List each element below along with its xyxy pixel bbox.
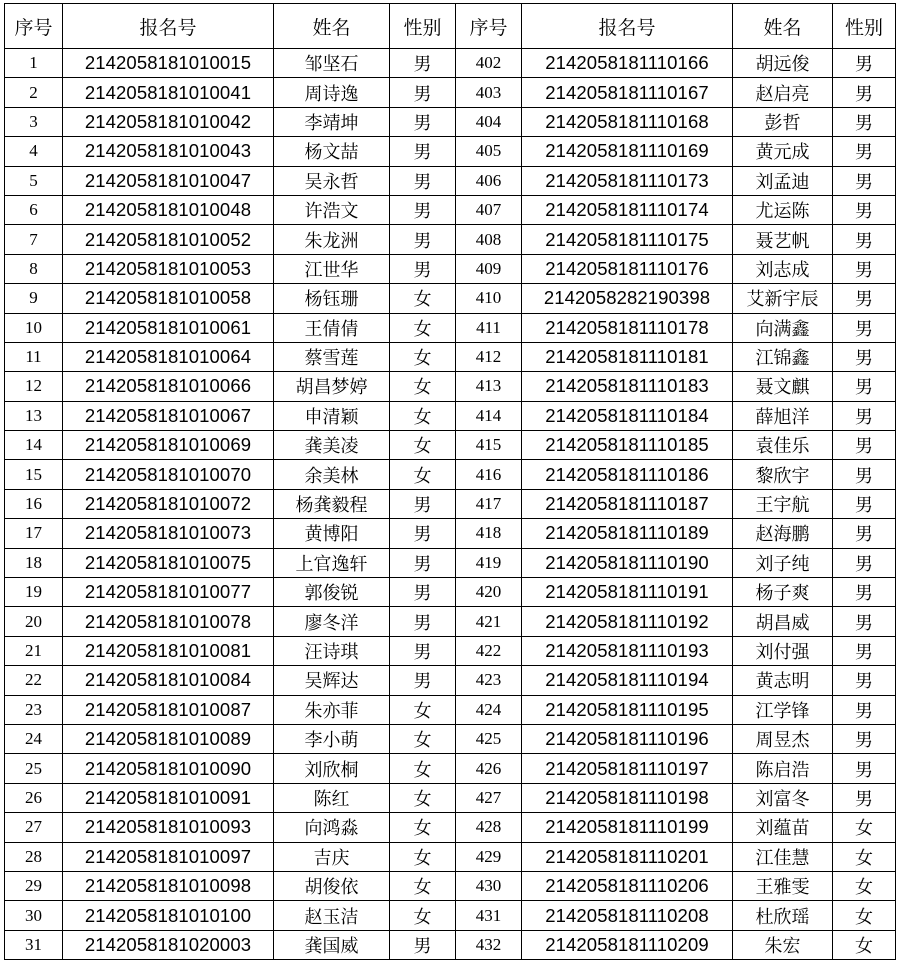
header-gender-left: 性别 <box>390 4 456 49</box>
table-row <box>5 578 896 607</box>
header-regno-left: 报名号 <box>63 4 274 49</box>
table-row <box>5 284 896 313</box>
cell-regno-left: 2142058181010047 <box>63 166 274 195</box>
table-row <box>5 724 896 753</box>
cell-gender-right: 男 <box>833 107 896 136</box>
cell-name-right: 刘蕴苗 <box>733 813 833 842</box>
cell-seq-right: 405 <box>456 137 522 166</box>
cell-gender-left: 男 <box>390 78 456 107</box>
cell-regno-right: 2142058181110196 <box>522 724 733 753</box>
cell-gender-left: 男 <box>390 254 456 283</box>
cell-gender-right: 男 <box>833 578 896 607</box>
cell-name-right: 赵启亮 <box>733 78 833 107</box>
cell-gender-left: 女 <box>390 813 456 842</box>
cell-seq-right: 416 <box>456 460 522 489</box>
cell-seq-right: 409 <box>456 254 522 283</box>
cell-name-left: 黄博阳 <box>274 519 390 548</box>
cell-name-right: 王雅雯 <box>733 871 833 900</box>
cell-gender-right: 女 <box>833 901 896 930</box>
cell-gender-left: 女 <box>390 871 456 900</box>
cell-name-left: 胡俊依 <box>274 871 390 900</box>
cell-gender-right: 男 <box>833 49 896 78</box>
table-row <box>5 254 896 283</box>
cell-regno-right: 2142058181110192 <box>522 607 733 636</box>
cell-name-right: 彭哲 <box>733 107 833 136</box>
cell-gender-left: 女 <box>390 431 456 460</box>
cell-seq-right: 404 <box>456 107 522 136</box>
cell-regno-right: 2142058181110187 <box>522 489 733 518</box>
table-row <box>5 607 896 636</box>
cell-name-right: 江学锋 <box>733 695 833 724</box>
cell-regno-left: 2142058181010066 <box>63 372 274 401</box>
cell-regno-right: 2142058181110199 <box>522 813 733 842</box>
cell-regno-left: 2142058181010064 <box>63 342 274 371</box>
cell-name-right: 周昱杰 <box>733 724 833 753</box>
cell-name-left: 江世华 <box>274 254 390 283</box>
cell-gender-left: 女 <box>390 401 456 430</box>
cell-gender-left: 女 <box>390 372 456 401</box>
cell-name-right: 黄志明 <box>733 666 833 695</box>
cell-gender-right: 女 <box>833 813 896 842</box>
cell-seq-left: 21 <box>5 636 63 665</box>
cell-gender-left: 女 <box>390 695 456 724</box>
cell-regno-left: 2142058181010070 <box>63 460 274 489</box>
cell-seq-left: 30 <box>5 901 63 930</box>
cell-name-right: 尤运陈 <box>733 195 833 224</box>
roster-table <box>4 3 896 960</box>
table-row <box>5 901 896 930</box>
cell-seq-left: 29 <box>5 871 63 900</box>
cell-name-right: 薛旭洋 <box>733 401 833 430</box>
cell-seq-right: 402 <box>456 49 522 78</box>
cell-seq-left: 27 <box>5 813 63 842</box>
cell-regno-right: 2142058181110193 <box>522 636 733 665</box>
cell-name-right: 袁佳乐 <box>733 431 833 460</box>
cell-name-left: 邹坚石 <box>274 49 390 78</box>
cell-seq-right: 406 <box>456 166 522 195</box>
cell-gender-right: 男 <box>833 78 896 107</box>
cell-name-right: 刘志成 <box>733 254 833 283</box>
header-seq-right: 序号 <box>456 4 522 49</box>
cell-seq-right: 428 <box>456 813 522 842</box>
cell-name-right: 胡昌威 <box>733 607 833 636</box>
cell-gender-left: 男 <box>390 195 456 224</box>
cell-gender-right: 男 <box>833 225 896 254</box>
cell-name-right: 向满鑫 <box>733 313 833 342</box>
cell-gender-right: 男 <box>833 460 896 489</box>
cell-regno-left: 2142058181010093 <box>63 813 274 842</box>
cell-gender-right: 男 <box>833 548 896 577</box>
cell-regno-left: 2142058181010089 <box>63 724 274 753</box>
cell-name-left: 朱龙洲 <box>274 225 390 254</box>
cell-regno-left: 2142058181010077 <box>63 578 274 607</box>
cell-regno-right: 2142058181110181 <box>522 342 733 371</box>
cell-gender-right: 女 <box>833 930 896 959</box>
cell-seq-left: 26 <box>5 783 63 812</box>
cell-seq-left: 19 <box>5 578 63 607</box>
table-row <box>5 195 896 224</box>
cell-seq-right: 417 <box>456 489 522 518</box>
cell-gender-left: 女 <box>390 754 456 783</box>
cell-name-right: 王宇航 <box>733 489 833 518</box>
cell-seq-right: 427 <box>456 783 522 812</box>
cell-name-right: 江佳慧 <box>733 842 833 871</box>
cell-gender-left: 男 <box>390 519 456 548</box>
cell-regno-left: 2142058181010075 <box>63 548 274 577</box>
cell-name-left: 廖冬洋 <box>274 607 390 636</box>
cell-regno-right: 2142058181110174 <box>522 195 733 224</box>
cell-regno-left: 2142058181010053 <box>63 254 274 283</box>
table-row <box>5 372 896 401</box>
cell-name-right: 聂艺帆 <box>733 225 833 254</box>
cell-name-left: 龚国威 <box>274 930 390 959</box>
table-row <box>5 107 896 136</box>
cell-name-right: 胡远俊 <box>733 49 833 78</box>
cell-regno-left: 2142058181020003 <box>63 930 274 959</box>
cell-seq-left: 3 <box>5 107 63 136</box>
cell-regno-left: 2142058181010072 <box>63 489 274 518</box>
cell-seq-right: 403 <box>456 78 522 107</box>
cell-regno-right: 2142058181110184 <box>522 401 733 430</box>
cell-name-left: 郭俊锐 <box>274 578 390 607</box>
cell-regno-left: 2142058181010069 <box>63 431 274 460</box>
cell-gender-left: 男 <box>390 548 456 577</box>
table-row <box>5 225 896 254</box>
cell-name-right: 刘富冬 <box>733 783 833 812</box>
cell-gender-left: 男 <box>390 636 456 665</box>
cell-regno-right: 2142058181110189 <box>522 519 733 548</box>
cell-name-right: 黄元成 <box>733 137 833 166</box>
header-regno-right: 报名号 <box>522 4 733 49</box>
cell-gender-left: 女 <box>390 901 456 930</box>
cell-seq-right: 415 <box>456 431 522 460</box>
cell-seq-right: 422 <box>456 636 522 665</box>
header-name-right: 姓名 <box>733 4 833 49</box>
cell-gender-right: 男 <box>833 372 896 401</box>
cell-name-left: 许浩文 <box>274 195 390 224</box>
cell-gender-right: 男 <box>833 342 896 371</box>
cell-seq-right: 414 <box>456 401 522 430</box>
cell-gender-left: 女 <box>390 460 456 489</box>
cell-seq-right: 429 <box>456 842 522 871</box>
cell-gender-left: 男 <box>390 107 456 136</box>
cell-gender-right: 男 <box>833 284 896 313</box>
cell-seq-right: 426 <box>456 754 522 783</box>
cell-seq-right: 418 <box>456 519 522 548</box>
table-row <box>5 813 896 842</box>
cell-regno-left: 2142058181010100 <box>63 901 274 930</box>
cell-regno-right: 2142058181110183 <box>522 372 733 401</box>
cell-seq-right: 430 <box>456 871 522 900</box>
cell-gender-left: 女 <box>390 842 456 871</box>
cell-gender-left: 男 <box>390 489 456 518</box>
cell-regno-right: 2142058181110167 <box>522 78 733 107</box>
table-row <box>5 519 896 548</box>
cell-seq-left: 22 <box>5 666 63 695</box>
cell-gender-left: 男 <box>390 607 456 636</box>
cell-gender-right: 男 <box>833 137 896 166</box>
cell-name-right: 杨子爽 <box>733 578 833 607</box>
cell-name-right: 刘子纯 <box>733 548 833 577</box>
table-row <box>5 137 896 166</box>
cell-name-right: 艾新宇辰 <box>733 284 833 313</box>
cell-name-left: 汪诗琪 <box>274 636 390 665</box>
cell-regno-right: 2142058282190398 <box>522 284 733 313</box>
cell-regno-right: 2142058181110206 <box>522 871 733 900</box>
table-row <box>5 342 896 371</box>
cell-seq-right: 408 <box>456 225 522 254</box>
cell-regno-right: 2142058181110194 <box>522 666 733 695</box>
table-row <box>5 401 896 430</box>
cell-seq-left: 17 <box>5 519 63 548</box>
table-row <box>5 313 896 342</box>
cell-regno-left: 2142058181010048 <box>63 195 274 224</box>
cell-name-left: 李小萌 <box>274 724 390 753</box>
cell-seq-left: 24 <box>5 724 63 753</box>
table-row <box>5 166 896 195</box>
cell-gender-right: 男 <box>833 195 896 224</box>
cell-seq-left: 12 <box>5 372 63 401</box>
cell-gender-right: 女 <box>833 871 896 900</box>
cell-regno-right: 2142058181110186 <box>522 460 733 489</box>
cell-gender-right: 男 <box>833 607 896 636</box>
header-name-left: 姓名 <box>274 4 390 49</box>
cell-name-left: 吴永哲 <box>274 166 390 195</box>
table-body <box>5 49 896 960</box>
cell-name-right: 刘孟迪 <box>733 166 833 195</box>
cell-seq-right: 425 <box>456 724 522 753</box>
cell-seq-left: 20 <box>5 607 63 636</box>
table-header <box>5 4 896 49</box>
cell-gender-left: 男 <box>390 225 456 254</box>
cell-seq-right: 431 <box>456 901 522 930</box>
cell-regno-left: 2142058181010081 <box>63 636 274 665</box>
table-row <box>5 431 896 460</box>
cell-regno-right: 2142058181110166 <box>522 49 733 78</box>
cell-regno-right: 2142058181110195 <box>522 695 733 724</box>
cell-gender-right: 男 <box>833 401 896 430</box>
cell-seq-left: 14 <box>5 431 63 460</box>
cell-gender-right: 男 <box>833 754 896 783</box>
cell-gender-right: 男 <box>833 783 896 812</box>
cell-regno-left: 2142058181010042 <box>63 107 274 136</box>
cell-regno-right: 2142058181110176 <box>522 254 733 283</box>
cell-seq-left: 13 <box>5 401 63 430</box>
table-row <box>5 49 896 78</box>
cell-regno-left: 2142058181010067 <box>63 401 274 430</box>
table-row <box>5 489 896 518</box>
cell-seq-left: 15 <box>5 460 63 489</box>
table-row <box>5 460 896 489</box>
cell-regno-left: 2142058181010098 <box>63 871 274 900</box>
cell-name-left: 陈红 <box>274 783 390 812</box>
cell-gender-right: 女 <box>833 842 896 871</box>
cell-seq-left: 8 <box>5 254 63 283</box>
cell-regno-right: 2142058181110178 <box>522 313 733 342</box>
cell-seq-left: 23 <box>5 695 63 724</box>
cell-seq-left: 1 <box>5 49 63 78</box>
cell-seq-right: 411 <box>456 313 522 342</box>
cell-gender-left: 女 <box>390 284 456 313</box>
cell-regno-right: 2142058181110191 <box>522 578 733 607</box>
cell-gender-left: 男 <box>390 666 456 695</box>
cell-gender-right: 男 <box>833 695 896 724</box>
cell-seq-left: 28 <box>5 842 63 871</box>
cell-regno-right: 2142058181110208 <box>522 901 733 930</box>
cell-seq-right: 412 <box>456 342 522 371</box>
cell-gender-left: 女 <box>390 342 456 371</box>
cell-name-left: 向鸿淼 <box>274 813 390 842</box>
cell-name-left: 蔡雪莲 <box>274 342 390 371</box>
cell-seq-left: 4 <box>5 137 63 166</box>
header-seq-left: 序号 <box>5 4 63 49</box>
cell-regno-right: 2142058181110169 <box>522 137 733 166</box>
cell-name-left: 杨文喆 <box>274 137 390 166</box>
cell-seq-right: 421 <box>456 607 522 636</box>
cell-gender-right: 男 <box>833 254 896 283</box>
cell-seq-right: 420 <box>456 578 522 607</box>
cell-regno-right: 2142058181110201 <box>522 842 733 871</box>
cell-seq-left: 11 <box>5 342 63 371</box>
cell-gender-right: 男 <box>833 313 896 342</box>
cell-regno-right: 2142058181110190 <box>522 548 733 577</box>
cell-regno-left: 2142058181010078 <box>63 607 274 636</box>
cell-name-right: 陈启浩 <box>733 754 833 783</box>
cell-gender-right: 男 <box>833 519 896 548</box>
cell-name-right: 赵海鹏 <box>733 519 833 548</box>
cell-regno-left: 2142058181010052 <box>63 225 274 254</box>
cell-regno-left: 2142058181010073 <box>63 519 274 548</box>
cell-gender-right: 男 <box>833 636 896 665</box>
cell-seq-right: 413 <box>456 372 522 401</box>
table-row <box>5 548 896 577</box>
cell-name-left: 李靖坤 <box>274 107 390 136</box>
cell-name-right: 杜欣瑶 <box>733 901 833 930</box>
cell-gender-right: 男 <box>833 666 896 695</box>
table-row <box>5 754 896 783</box>
cell-name-left: 申清颖 <box>274 401 390 430</box>
cell-regno-left: 2142058181010058 <box>63 284 274 313</box>
cell-name-left: 王倩倩 <box>274 313 390 342</box>
cell-seq-right: 424 <box>456 695 522 724</box>
cell-gender-left: 女 <box>390 724 456 753</box>
cell-regno-right: 2142058181110185 <box>522 431 733 460</box>
header-row <box>5 4 896 49</box>
cell-seq-right: 410 <box>456 284 522 313</box>
cell-name-left: 龚美凌 <box>274 431 390 460</box>
cell-name-right: 黎欣宇 <box>733 460 833 489</box>
table-row <box>5 636 896 665</box>
cell-gender-left: 男 <box>390 49 456 78</box>
cell-seq-left: 9 <box>5 284 63 313</box>
cell-seq-left: 25 <box>5 754 63 783</box>
cell-regno-right: 2142058181110197 <box>522 754 733 783</box>
cell-name-left: 吉庆 <box>274 842 390 871</box>
cell-gender-left: 男 <box>390 137 456 166</box>
cell-regno-right: 2142058181110168 <box>522 107 733 136</box>
cell-regno-left: 2142058181010087 <box>63 695 274 724</box>
cell-regno-right: 2142058181110209 <box>522 930 733 959</box>
cell-seq-left: 7 <box>5 225 63 254</box>
table-row <box>5 666 896 695</box>
cell-seq-left: 31 <box>5 930 63 959</box>
cell-seq-left: 16 <box>5 489 63 518</box>
cell-name-left: 胡昌梦婷 <box>274 372 390 401</box>
cell-seq-right: 419 <box>456 548 522 577</box>
cell-name-left: 吴辉达 <box>274 666 390 695</box>
cell-regno-left: 2142058181010015 <box>63 49 274 78</box>
cell-name-left: 赵玉洁 <box>274 901 390 930</box>
cell-gender-right: 男 <box>833 489 896 518</box>
cell-regno-left: 2142058181010084 <box>63 666 274 695</box>
table-row <box>5 783 896 812</box>
cell-name-left: 上官逸轩 <box>274 548 390 577</box>
cell-gender-left: 男 <box>390 578 456 607</box>
table-row <box>5 695 896 724</box>
cell-seq-left: 10 <box>5 313 63 342</box>
cell-regno-right: 2142058181110173 <box>522 166 733 195</box>
cell-seq-left: 18 <box>5 548 63 577</box>
cell-name-left: 余美林 <box>274 460 390 489</box>
cell-name-right: 江锦鑫 <box>733 342 833 371</box>
cell-name-left: 杨钰珊 <box>274 284 390 313</box>
cell-seq-left: 5 <box>5 166 63 195</box>
cell-regno-left: 2142058181010061 <box>63 313 274 342</box>
header-gender-right: 性别 <box>833 4 896 49</box>
cell-gender-left: 男 <box>390 166 456 195</box>
cell-regno-left: 2142058181010091 <box>63 783 274 812</box>
cell-name-left: 杨龚毅程 <box>274 489 390 518</box>
cell-name-left: 朱亦菲 <box>274 695 390 724</box>
cell-seq-left: 6 <box>5 195 63 224</box>
cell-name-left: 刘欣桐 <box>274 754 390 783</box>
cell-name-right: 刘付强 <box>733 636 833 665</box>
cell-seq-left: 2 <box>5 78 63 107</box>
table-row <box>5 842 896 871</box>
cell-name-right: 聂文麒 <box>733 372 833 401</box>
table-row <box>5 871 896 900</box>
cell-name-right: 朱宏 <box>733 930 833 959</box>
cell-name-left: 周诗逸 <box>274 78 390 107</box>
table-row <box>5 930 896 959</box>
cell-gender-right: 男 <box>833 166 896 195</box>
cell-regno-right: 2142058181110175 <box>522 225 733 254</box>
cell-gender-left: 男 <box>390 930 456 959</box>
table-row <box>5 78 896 107</box>
cell-regno-left: 2142058181010090 <box>63 754 274 783</box>
cell-regno-left: 2142058181010097 <box>63 842 274 871</box>
cell-regno-left: 2142058181010041 <box>63 78 274 107</box>
cell-gender-right: 男 <box>833 724 896 753</box>
cell-seq-right: 423 <box>456 666 522 695</box>
cell-seq-right: 432 <box>456 930 522 959</box>
cell-seq-right: 407 <box>456 195 522 224</box>
cell-gender-left: 女 <box>390 783 456 812</box>
cell-regno-right: 2142058181110198 <box>522 783 733 812</box>
cell-gender-right: 男 <box>833 431 896 460</box>
cell-regno-left: 2142058181010043 <box>63 137 274 166</box>
cell-gender-left: 女 <box>390 313 456 342</box>
